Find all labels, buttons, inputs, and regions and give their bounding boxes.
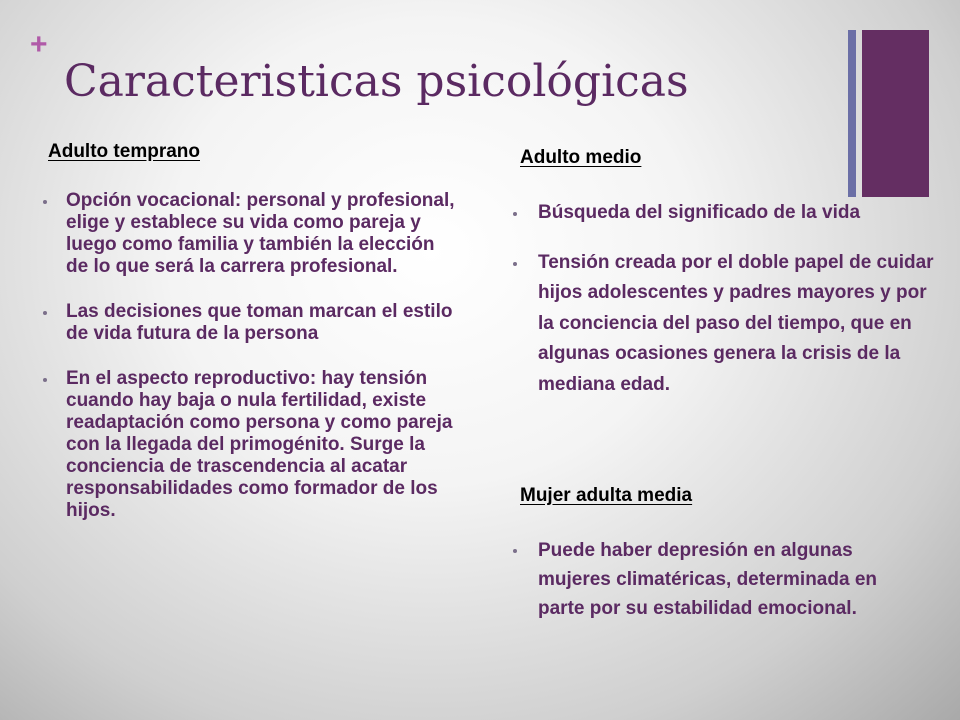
list-item bbox=[66, 190, 456, 278]
list-adulto-medio bbox=[538, 198, 938, 419]
accent-bar-thick bbox=[862, 30, 929, 197]
list-item-text: Las decisiones que toman marcan el estilo de vida futura de la persona bbox=[66, 301, 453, 344]
bullet-icon bbox=[43, 378, 47, 382]
list-item-text: Puede haber depresión en algunas mujeres climatéricas, determinada en parte por su estabilidad emocional. bbox=[538, 540, 877, 619]
heading-adulto-medio: Adulto medio bbox=[520, 147, 642, 168]
list-item-text: En el aspecto reproductivo: hay tensión cuando hay baja o nula fertilidad, existe readaptación como persona y como pareja con la llegada del primogénito. Surge la conciencia de trascendencia al acatar responsabilidades como formador de los hijos. bbox=[66, 368, 453, 521]
list-item-text: Búsqueda del significado de la vida bbox=[538, 202, 861, 223]
list-mujer-adulta-media bbox=[538, 536, 928, 623]
heading-adulto-temprano: Adulto temprano bbox=[48, 141, 200, 162]
slide-title: Caracteristicas psicológicas bbox=[64, 56, 689, 107]
list-item-text: Opción vocacional: personal y profesional, elige y establece su vida como pareja y luego como familia y también la elección de lo que será la carrera profesional. bbox=[66, 190, 455, 277]
list-item bbox=[66, 301, 456, 345]
bullet-icon bbox=[43, 311, 47, 315]
bullet-icon bbox=[513, 549, 517, 553]
heading-mujer-adulta-media: Mujer adulta media bbox=[520, 485, 693, 506]
list-adulto-temprano bbox=[66, 190, 456, 545]
bullet-icon bbox=[513, 262, 517, 266]
list-item bbox=[538, 536, 928, 623]
list-item bbox=[538, 248, 938, 401]
bullet-icon bbox=[43, 200, 47, 204]
list-item bbox=[66, 368, 456, 522]
plus-icon: + bbox=[30, 28, 48, 61]
bullet-icon bbox=[513, 212, 517, 216]
list-item bbox=[538, 198, 938, 229]
accent-bar-thin bbox=[848, 30, 856, 197]
list-item-text: Tensión creada por el doble papel de cuidar hijos adolescentes y padres mayores y por la conciencia del paso del tiempo, que en algunas ocasiones genera la crisis de la mediana edad. bbox=[538, 251, 934, 395]
